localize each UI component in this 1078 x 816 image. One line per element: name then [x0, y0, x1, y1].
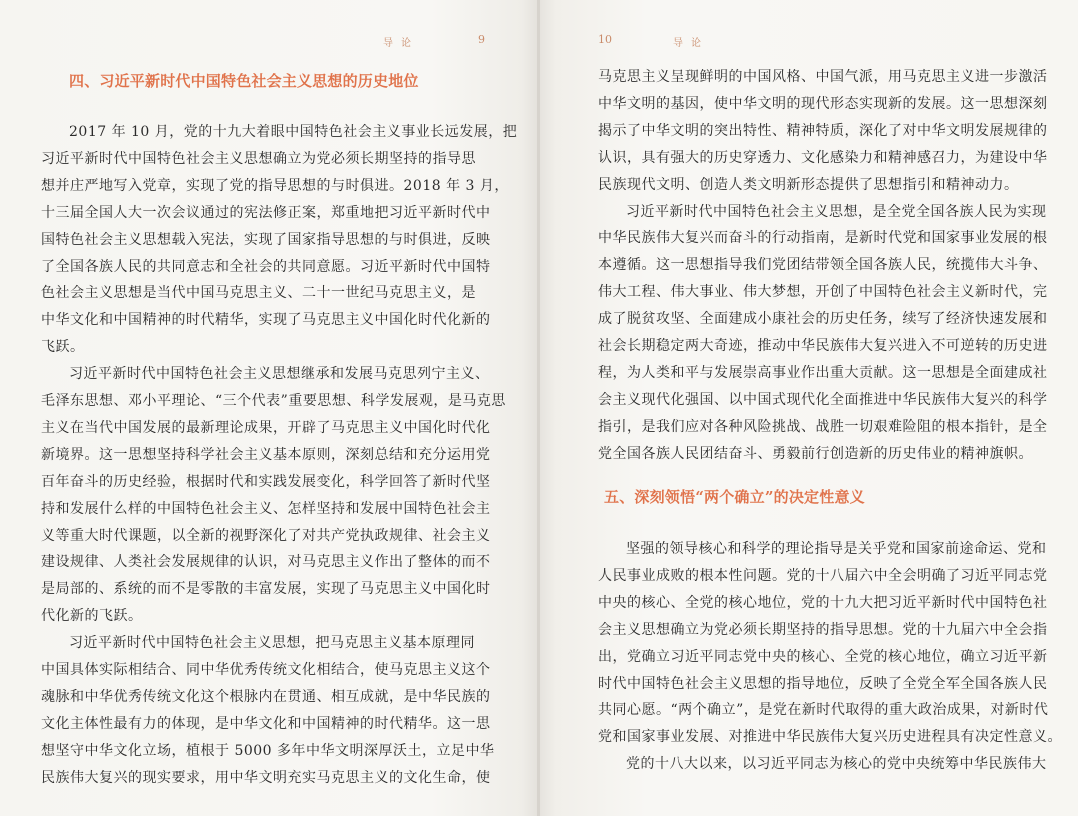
text-line: 马克思主义呈现鲜明的中国风格、中国气派，用马克思主义进一步激活	[598, 69, 1048, 85]
text-line: 持和发展什么样的中国特色社会主义、怎样坚持和发展中国特色社会主	[41, 500, 491, 517]
text-line: 本遵循。这一思想指导我们党团结带领全国各族人民，统揽伟大斗争、	[598, 257, 1048, 274]
page-number: 9	[478, 33, 485, 46]
section-heading: 四、习近平新时代中国特色社会主义思想的历史地位	[69, 72, 419, 90]
text-line: 魂脉和中华优秀传统文化这个根脉内在贯通、相互成就，是中华民族的	[41, 688, 491, 705]
text-line: 义等重大时代课题，以全新的视野深化了对共产党执政规律、社会主义	[41, 527, 491, 544]
text-line: 中华文化和中国精神的时代精华，实现了马克思主义中国化时代化新的	[41, 312, 491, 329]
text-line: 指引，是我们应对各种风险挑战、战胜一切艰难险阻的根本指针，是全	[598, 418, 1048, 435]
page-number: 10	[598, 33, 612, 46]
text-line: 色社会主义思想是当代中国马克思主义、二十一世纪马克思主义，是	[41, 285, 476, 302]
text-line: 中国具体实际相结合、同中华优秀传统文化相结合，使马克思主义这个	[41, 662, 491, 678]
text-line: 坚强的领导核心和科学的理论指导是关乎党和国家前途命运、党和	[626, 541, 1047, 557]
running-head: 导论	[383, 38, 419, 49]
text-line: 伟大工程、伟大事业、伟大梦想，开创了中国特色社会主义新时代，完	[598, 284, 1048, 301]
text-line: 是局部的、系统的而不是零散的丰富发展，实现了马克思主义中国化时	[41, 581, 491, 598]
text-line: 2017 年 10 月，党的十九大着眼中国特色社会主义事业长远发展，把	[69, 124, 518, 140]
section-heading: 五、深刻领悟“两个确立”的决定性意义	[604, 488, 865, 506]
text-line: 想并庄严地写入党章，实现了党的指导思想的与时俱进。2018 年 3 月，	[41, 177, 509, 194]
text-line: 会主义现代化强国、以中国式现代化全面推进中华民族伟大复兴的科学	[598, 391, 1048, 408]
text-line: 百年奋斗的历史经验，根据时代和实践发展变化，科学回答了新时代坚	[41, 473, 491, 490]
text-line: 共同心愿。“两个确立”，是党在新时代取得的重大政治成果，对新时代	[598, 702, 1049, 719]
text-line: 习近平新时代中国特色社会主义思想确立为党必须长期坚持的指导思	[41, 150, 476, 167]
text-line: 程，为人类和平与发展崇高事业作出重大贡献。这一思想是全面建成社	[598, 364, 1048, 381]
text-line: 建设规律、人类社会发展规律的认识，对马克思主义作出了整体的而不	[41, 554, 491, 571]
text-line: 新境界。这一思想坚持科学社会主义基本原则，深刻总结和充分运用党	[41, 446, 491, 463]
text-line: 毛泽东思想、邓小平理论、“三个代表”重要思想、科学发展观，是马克思	[41, 393, 506, 409]
text-line: 党全国各族人民团结奋斗、勇毅前行创造新的历史伟业的精神旗帜。	[598, 445, 1033, 462]
text-line: 习近平新时代中国特色社会主义思想，把马克思主义基本原理同	[69, 635, 475, 652]
text-line: 民族伟大复兴的现实要求，用中华文明充实马克思主义的文化生命，使	[41, 769, 491, 786]
text-line: 社会长期稳定两大奇迹，推动中华民族伟大复兴进入不可逆转的历史进	[598, 338, 1048, 354]
text-line: 文化主体性最有力的体现，是中华文化和中国精神的时代精华。这一思	[41, 715, 491, 732]
text-line: 主义在当代中国发展的最新理论成果，开辟了马克思主义中国化时代化	[41, 419, 491, 436]
left-page	[0, 0, 538, 816]
text-line: 认识，具有强大的历史穿透力、文化感染力和精神感召力，为建设中华	[598, 149, 1048, 166]
running-head: 导论	[673, 38, 709, 49]
text-line: 想坚守中华文化立场，植根于 5000 多年中华文明深厚沃土，立足中华	[41, 742, 495, 759]
text-line: 中华文明的基因，使中华文明的现代形态实现新的发展。这一思想深刻	[598, 95, 1048, 112]
text-line: 揭示了中华文明的突出特性、精神特质，深化了对中华文明发展规律的	[598, 122, 1048, 139]
text-line: 出，党确立习近平同志党中央的核心、全党的核心地位，确立习近平新	[598, 648, 1048, 665]
text-line: 飞跃。	[41, 339, 85, 356]
text-line: 中华民族伟大复兴而奋斗的行动指南，是新时代党和国家事业发展的根	[598, 230, 1048, 247]
text-line: 习近平新时代中国特色社会主义思想继承和发展马克思列宁主义、	[69, 366, 490, 383]
text-line: 代化新的飞跃。	[41, 608, 143, 625]
text-line: 了全国各族人民的共同意志和全社会的共同意愿。习近平新时代中国特	[41, 258, 491, 275]
text-line: 会主义思想确立为党必须长期坚持的指导思想。党的十九届六中全会指	[598, 621, 1048, 638]
text-line: 成了脱贫攻坚、全面建成小康社会的历史任务，续写了经济快速发展和	[598, 311, 1048, 328]
text-line: 国特色社会主义思想载入宪法，实现了国家指导思想的与时俱进，反映	[41, 231, 491, 248]
text-line: 党和国家事业发展、对推进中华民族伟大复兴历史进程具有决定性意义。	[598, 729, 1062, 746]
text-line: 党的十八大以来，以习近平同志为核心的党中央统筹中华民族伟大	[626, 756, 1047, 773]
text-line: 十三届全国人大一次会议通过的宪法修正案，郑重地把习近平新时代中	[41, 204, 491, 221]
text-line: 民族现代文明、创造人类文明新形态提供了思想指引和精神动力。	[598, 176, 1019, 193]
text-line: 习近平新时代中国特色社会主义思想，是全党全国各族人民为实现	[626, 203, 1047, 220]
text-line: 人民事业成败的根本性问题。党的十八届六中全会明确了习近平同志党	[598, 567, 1048, 584]
text-line: 中央的核心、全党的核心地位，党的十九大把习近平新时代中国特色社	[598, 594, 1048, 611]
right-page	[540, 0, 1078, 816]
text-line: 时代中国特色社会主义思想的指导地位，反映了全党全军全国各族人民	[598, 675, 1048, 692]
